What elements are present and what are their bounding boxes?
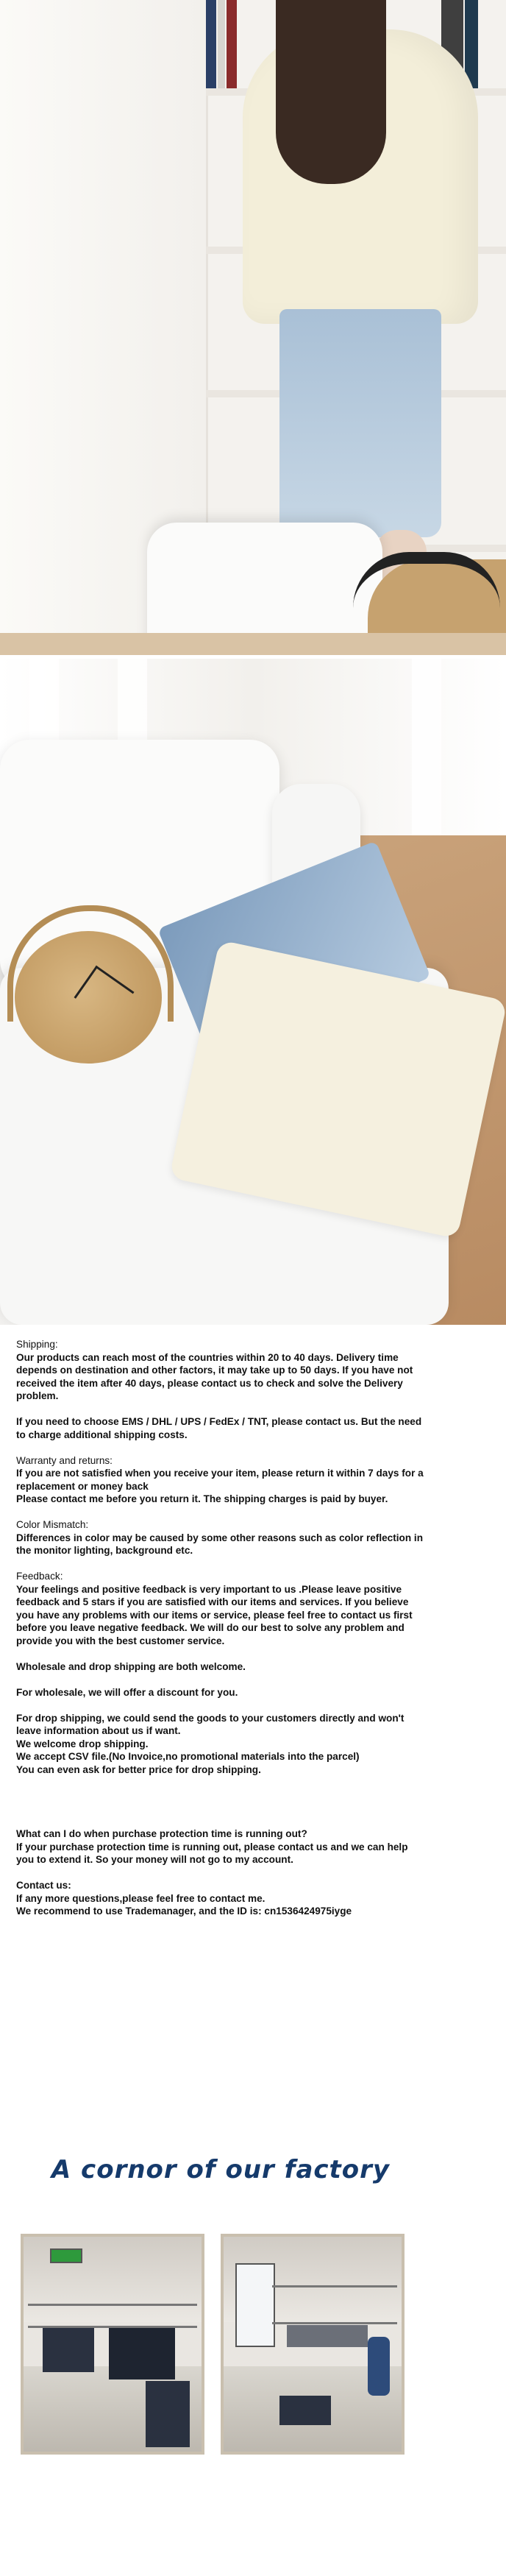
dropship-text: For drop shipping, we could send the goods to your customers directly and won't leave information about us if want. — [16, 1712, 405, 1736]
factory-photo — [21, 2234, 204, 2455]
feedback-heading: Feedback: — [16, 1571, 63, 1582]
book — [218, 0, 225, 88]
contact-heading: Contact us: — [16, 1880, 71, 1891]
model-hair — [276, 0, 386, 184]
protection-question: What can I do when purchase protection time is running out? — [16, 1828, 307, 1839]
product-photo-model — [0, 0, 506, 655]
factory-photo — [221, 2234, 405, 2455]
shipping-heading: Shipping: — [16, 1339, 58, 1350]
shipping-express-text: If you need to choose EMS / DHL / UPS / FedEx / TNT, please contact us. But the need to charge additional shipping costs. — [16, 1416, 422, 1440]
dropship-text: We welcome drop shipping. — [16, 1738, 149, 1749]
floor — [0, 633, 506, 655]
feedback-text: Your feelings and positive feedback is very important to us .Please leave positive feedback and 5 stars if you are satisfied with our items and services. If you believe you have any problems with our items or service, please feel free to contact us first before you leave negative feedback. We will do our best to solve any problem and provide you with the best customer service. — [16, 1583, 413, 1646]
warranty-text: Please contact me before you return it. The shipping charges is paid by buyer. — [16, 1493, 388, 1504]
store-policy — [16, 1338, 425, 1918]
photo-frame — [21, 2234, 204, 2455]
shipping-text: Our products can reach most of the countries within 20 to 40 days. Delivery time depends on destination and other factors, it may take up to 50 days. If you have not received the item after 40 days, please contact us to check and solve the Delivery problem. — [16, 1351, 413, 1401]
warranty-heading: Warranty and returns: — [16, 1454, 113, 1466]
protection-answer: If your purchase protection time is running out, please contact us and we can help you to extend it. So your money will not go to my account. — [16, 1841, 408, 1865]
contact-text: If any more questions,please feel free to contact me. — [16, 1892, 266, 1904]
book — [227, 0, 237, 88]
book — [206, 0, 216, 88]
color-heading: Color Mismatch: — [16, 1519, 89, 1530]
dropship-text: We accept CSV file.(No Invoice,no promotional materials into the parcel) — [16, 1751, 360, 1762]
wholesale-text: Wholesale and drop shipping are both welcome. — [16, 1660, 246, 1672]
warranty-text: If you are not satisfied when you receive your item, please return it within 7 days for a replacement or money back — [16, 1468, 424, 1492]
photo-frame — [221, 2234, 405, 2455]
product-photo-sofa — [0, 659, 506, 1325]
color-text: Differences in color may be caused by some other reasons such as color reflection in the monitor lighting, background etc. — [16, 1532, 423, 1556]
factory-title: A cornor of our factory — [51, 2155, 391, 2184]
denim-skirt — [279, 309, 441, 537]
wholesale-discount-text: For wholesale, we will offer a discount for you. — [16, 1686, 238, 1698]
contact-id-text: We recommend to use Trademanager, and the ID is: cn1536424975iyge — [16, 1906, 352, 1917]
dropship-text: You can even ask for better price for drop shipping. — [16, 1763, 261, 1775]
